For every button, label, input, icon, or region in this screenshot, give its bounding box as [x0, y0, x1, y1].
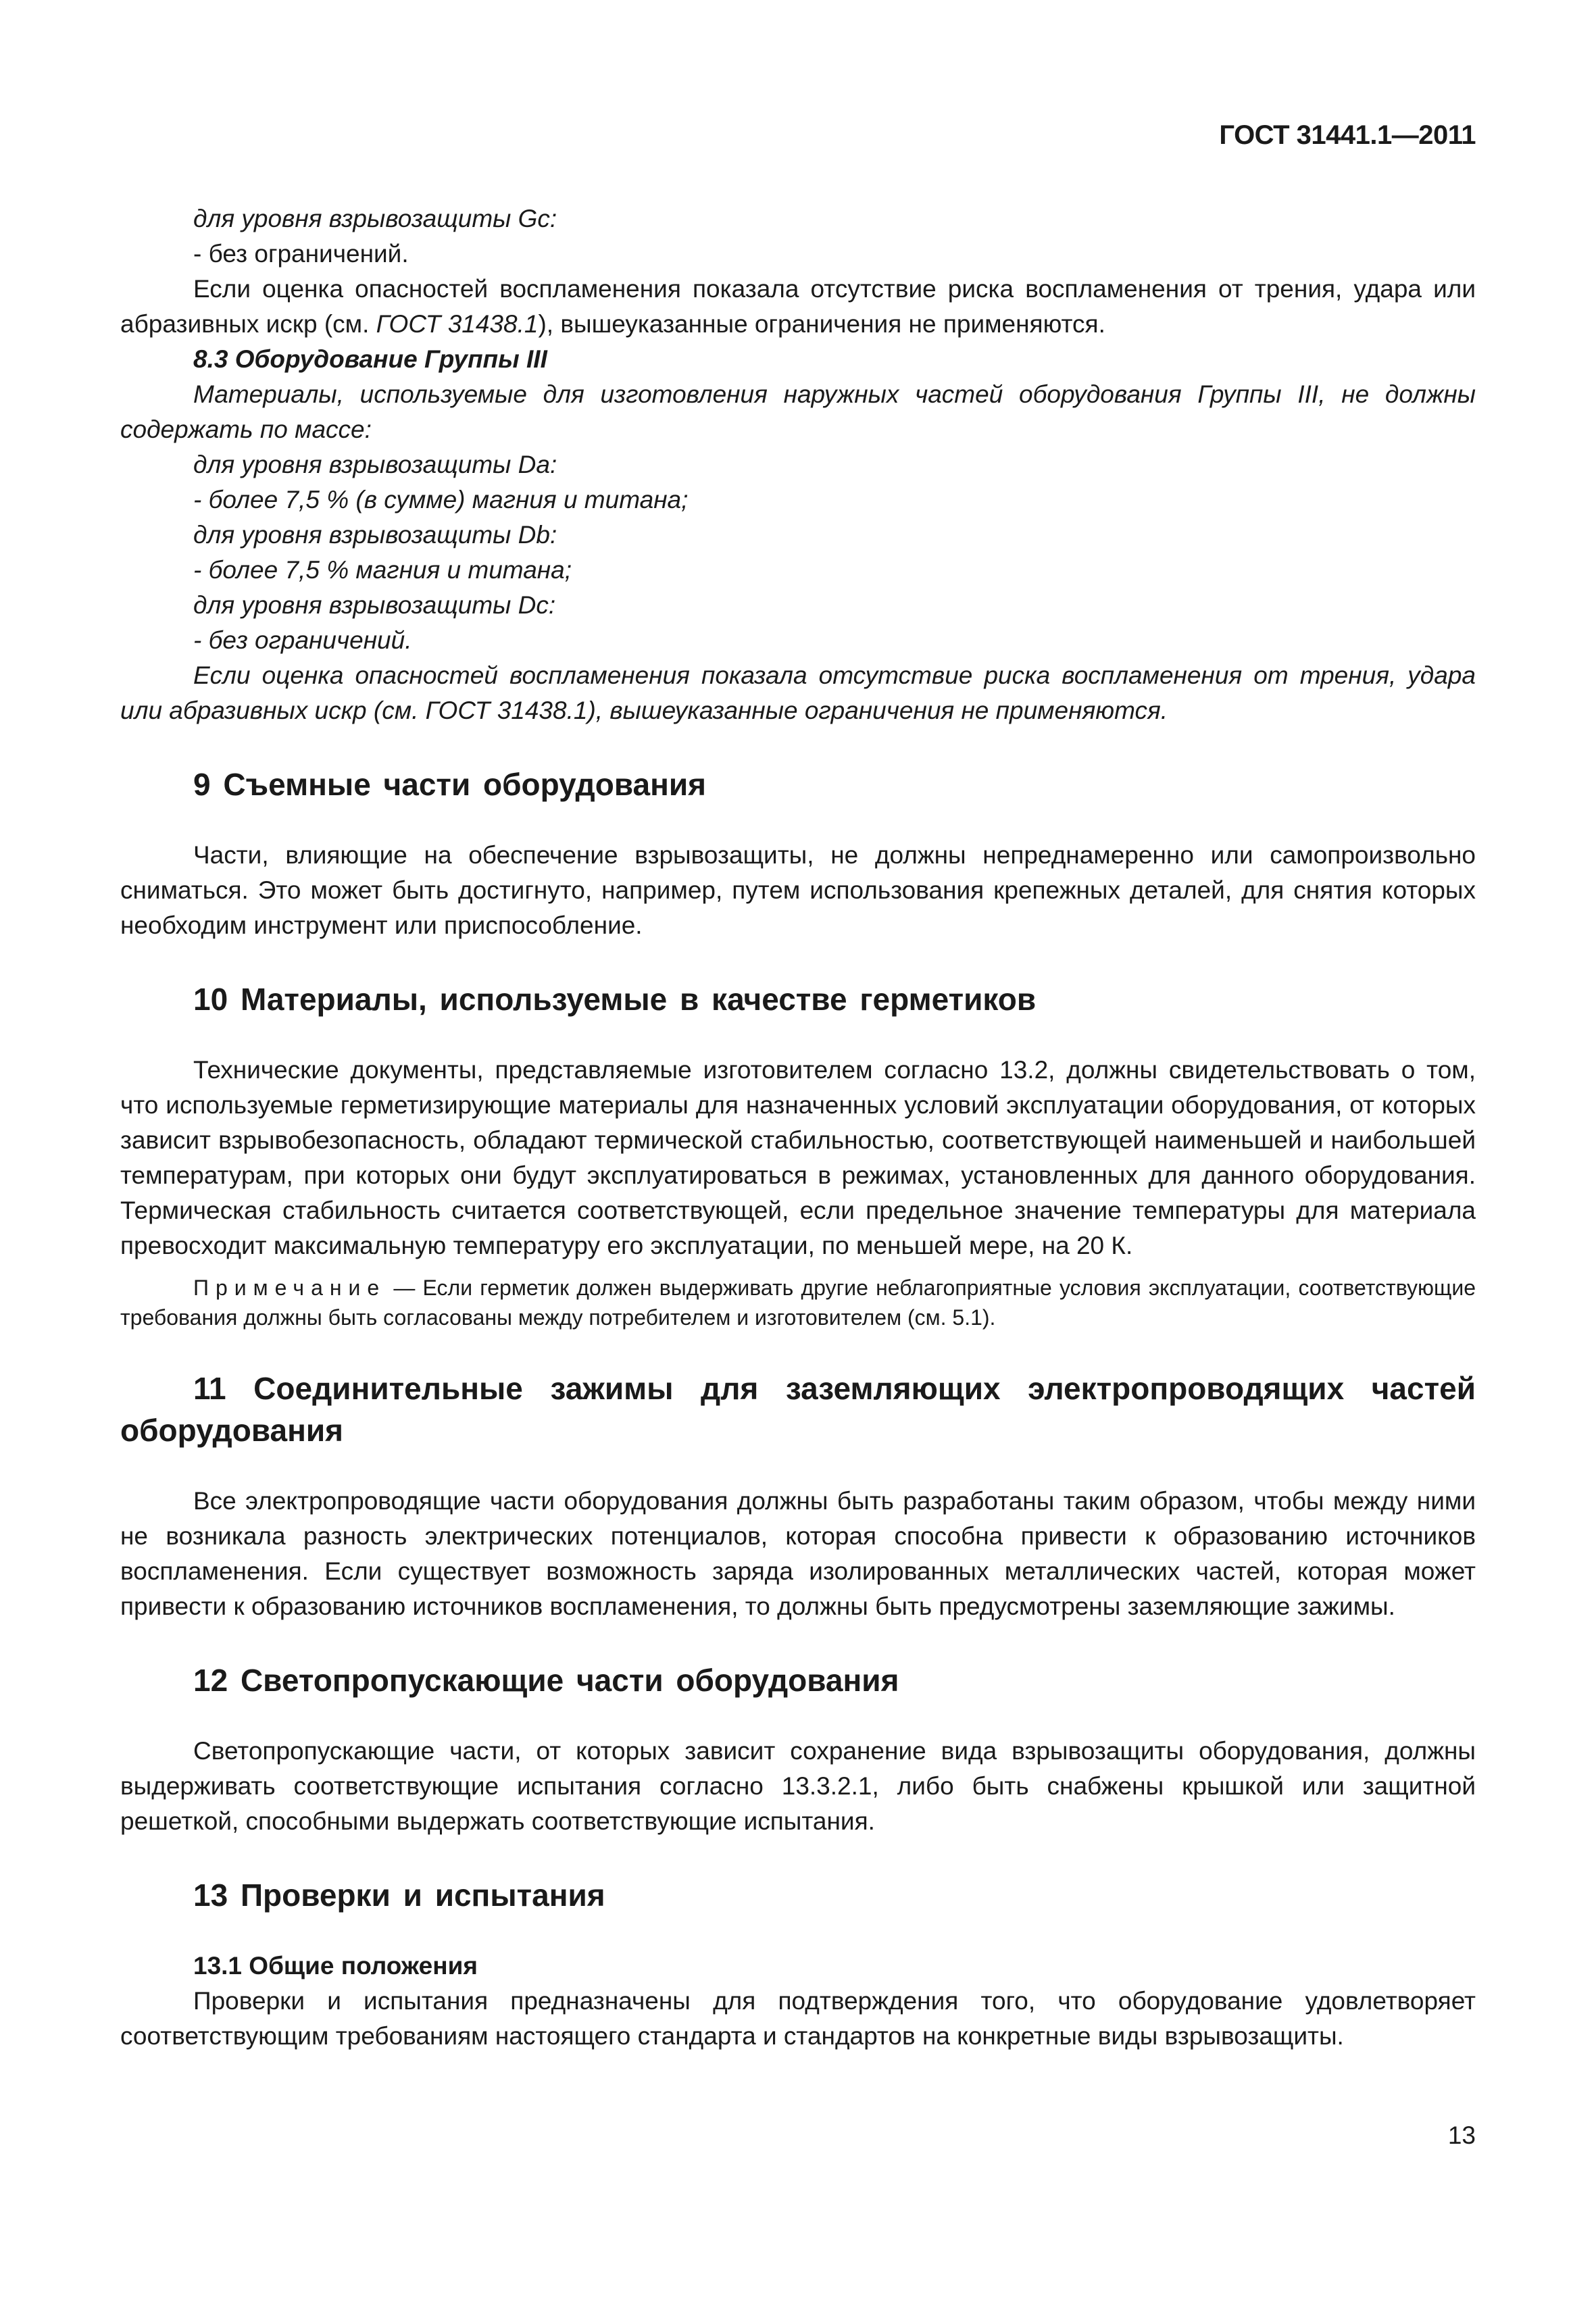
section-9-text: Части, влияющие на обеспечение взрывозащиты, не должны непреднамеренно или самопроизвольно сниматься. Это может быть достигнуто, например, путем использования крепежных деталей, для снятия которых необходим инструмент или приспособление. [120, 841, 1476, 939]
section-10-text: Технические документы, представляемые изготовителем согласно 13.2, должны свидетельствовать о том, что используемые герметизирующие материалы для назначенных условий эксплуатации оборудования, от которых зависит взрывобезопасность, обладают термической стабильностью, соответствующей наименьшей и наибольшей температурам, при которых они будут эксплуатироваться в режимах, установленных для данного оборудования. Термическая стабильность считается соответствующей, если предельное значение температуры для материала превосходит максимальную температуру его эксплуатации, по меньшей мере, на 20 К. [120, 1056, 1476, 1259]
section-10-note [120, 1273, 1476, 1332]
section-11-heading: 11 Соединительные зажимы для заземляющих электропроводящих частей оборудования [120, 1371, 1476, 1448]
gc-friction-note [120, 272, 1476, 342]
da-level-value: - более 7,5 % (в сумме) магния и титана; [193, 486, 689, 513]
dc-level-value: - без ограничений. [193, 626, 412, 654]
friction-note-ref: ГОСТ 31438.1 [376, 310, 539, 338]
section-13-1-title: 13.1 Общие положения [193, 1952, 478, 1980]
note-label: Примечание [193, 1276, 386, 1300]
section-13-1-text: Проверки и испытания предназначены для подтверждения того, что оборудование удовлетворяет соответствующим требованиям настоящего стандарта и стандартов на конкретные виды взрывозащиты. [120, 1987, 1476, 2050]
document-code-header: ГОСТ 31441.1—2011 [1219, 120, 1476, 150]
db-level-label: для уровня взрывозащиты Db: [193, 521, 557, 549]
section-13-heading: 13 Проверки и испытания [193, 1878, 605, 1913]
friction-note-post: ), вышеуказанные ограничения не применяются. [538, 310, 1105, 338]
section-10-heading: 10 Материалы, используемые в качестве герметиков [193, 982, 1037, 1017]
section-8-3-lead: Материалы, используемые для изготовления наружных частей оборудования Группы III, не должны содержать по массе: [120, 380, 1476, 443]
gc-level-label: для уровня взрывозащиты Gc: [193, 205, 557, 232]
db-level-value: - более 7,5 % магния и титана; [193, 556, 572, 584]
section-12-text: Светопропускающие части, от которых зависит сохранение вида взрывозащиты оборудования, должны выдерживать соответствующие испытания согласно 13.3.2.1, либо быть снабжены крышкой или защитной решеткой, способными выдержать соответствующие испытания. [120, 1737, 1476, 1835]
note-text: — Если герметик должен выдерживать другие неблагоприятные условия эксплуатации, соответствующие требования должны быть согласованы между потребителем и изготовителем (см. 5.1). [120, 1276, 1476, 1330]
section-8-3-title: 8.3 Оборудование Группы III [193, 345, 547, 373]
page-number: 13 [1447, 2121, 1476, 2149]
section-11-text: Все электропроводящие части оборудования должны быть разработаны таким образом, чтобы между ними не возникала разность электрических потенциалов, которая способна привести к образованию источников воспламенения. Если существует возможность заряда изолированных металлических частей, которая может привести к образованию источников воспламенения, то должны быть предусмотрены заземляющие зажимы. [120, 1487, 1476, 1620]
da-level-label: для уровня взрывозащиты Da: [193, 451, 557, 478]
dc-level-label: для уровня взрывозащиты Dc: [193, 591, 556, 619]
gc-level-value: - без ограничений. [193, 240, 409, 268]
section-12-heading: 12 Светопропускающие части оборудования [193, 1663, 899, 1698]
section-9-heading: 9 Съемные части оборудования [193, 767, 707, 802]
friction-note-pre: Если оценка опасностей воспламенения показала отсутствие риска воспламенения от трения, удара или абразивных искр (см. [120, 275, 1476, 338]
section-8-3-friction-note: Если оценка опасностей воспламенения показала отсутствие риска воспламенения от трения, удара или абразивных искр (см. ГОСТ 31438.1), вышеуказанные ограничения не применяются. [120, 661, 1476, 724]
page-content [120, 201, 1476, 2054]
